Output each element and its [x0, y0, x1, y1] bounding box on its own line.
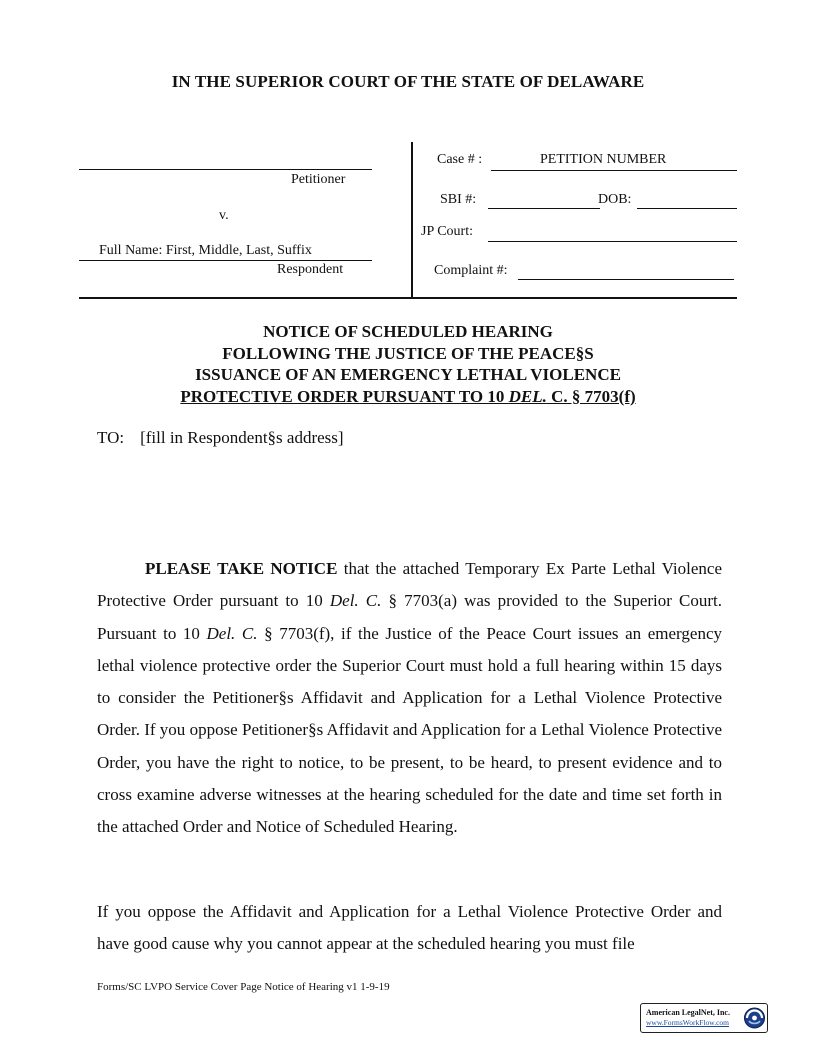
complaint-label: Complaint #:	[434, 263, 508, 278]
notice-title-line-3: ISSUANCE OF AN EMERGENCY LETHAL VIOLENCE	[195, 365, 621, 385]
jp-court-label: JP Court:	[421, 224, 473, 239]
respondent-name-line	[79, 260, 372, 261]
please-take-notice-lead: PLEASE TAKE NOTICE	[145, 559, 338, 578]
notice-title	[100, 321, 716, 407]
respondent-address-placeholder[interactable]: [fill in Respondent§s address]	[140, 428, 344, 447]
caption-vertical-divider	[411, 142, 413, 299]
paragraph-text-1: that the attached Temporary Ex Parte Lethal Violence Protective Order pursuant to 10	[97, 559, 723, 611]
notice-title-line-4	[100, 386, 716, 408]
sbi-label: SBI #:	[440, 192, 477, 207]
notice-title-line-2: FOLLOWING THE JUSTICE OF THE PEACE§S	[222, 343, 594, 363]
form-footer: Forms/SC LVPO Service Cover Page Notice of Hearing v1 1-9-19	[97, 981, 390, 993]
vendor-logo-name: American LegalNet, Inc.	[646, 1008, 730, 1017]
paragraph-text-3: § 7703(f), if the Justice of the Peace Court issues an emergency lethal violence protective order the Superior Court must hold a full hearing within 15 days to consider the Petitioner§s Affidavit and Application for a Lethal Violence Protective Order. If you oppose Petitioner§s Affidavit and Application for a Lethal Violence Protective Order, you have the right to notice, to be present, to be heard, to present evidence and to cross examine adverse witnesses at the hearing scheduled for the date and time set forth in the attached Order and Notice of Scheduled Hearing.	[97, 623, 722, 837]
court-title: IN THE SUPERIOR COURT OF THE STATE OF DELAWARE	[171, 72, 645, 91]
notice-title-line-4-a: PROTECTIVE ORDER PURSUANT TO 10	[180, 386, 509, 406]
respondent-label: Respondent	[277, 262, 344, 277]
to-label: TO:	[97, 428, 125, 447]
notice-title-line-4-del: DEL.	[508, 386, 547, 406]
petitioner-signature-line	[79, 169, 372, 170]
case-number-label: Case # :	[437, 152, 483, 167]
globe-icon	[743, 1006, 766, 1030]
dob-field-line[interactable]	[637, 208, 737, 209]
versus-label: v.	[219, 208, 229, 223]
statute-citation-2: Del. C.	[206, 623, 258, 643]
jp-court-field-line[interactable]	[488, 241, 737, 242]
vendor-logo-url[interactable]: www.FormsWorkFlow.com	[646, 1018, 730, 1027]
caption-bottom-rule	[79, 297, 737, 299]
case-number-line	[491, 170, 737, 171]
petitioner-label: Petitioner	[291, 172, 346, 187]
statute-citation-1: Del. C.	[329, 591, 382, 611]
respondent-name-hint: Full Name: First, Middle, Last, Suffix	[99, 243, 312, 258]
dob-label: DOB:	[598, 192, 632, 207]
case-number-value[interactable]: PETITION NUMBER	[540, 152, 667, 167]
notice-title-line-4-c: C. § 7703(f)	[546, 386, 636, 406]
vendor-logo[interactable]	[640, 1003, 768, 1033]
addressee-line	[97, 428, 344, 448]
paragraph-text-2: § 7703(a) was provided to the Superior Court. Pursuant to 10	[97, 591, 723, 643]
case-caption	[0, 0, 816, 310]
complaint-field-line[interactable]	[518, 279, 734, 280]
opposition-paragraph: If you oppose the Affidavit and Application for a Lethal Violence Protective Order and have good cause why you cannot appear at the scheduled hearing you must file	[97, 902, 722, 954]
sbi-field-line[interactable]	[488, 208, 600, 209]
notice-paragraph	[97, 553, 722, 844]
notice-title-line-1: NOTICE OF SCHEDULED HEARING	[263, 322, 553, 341]
